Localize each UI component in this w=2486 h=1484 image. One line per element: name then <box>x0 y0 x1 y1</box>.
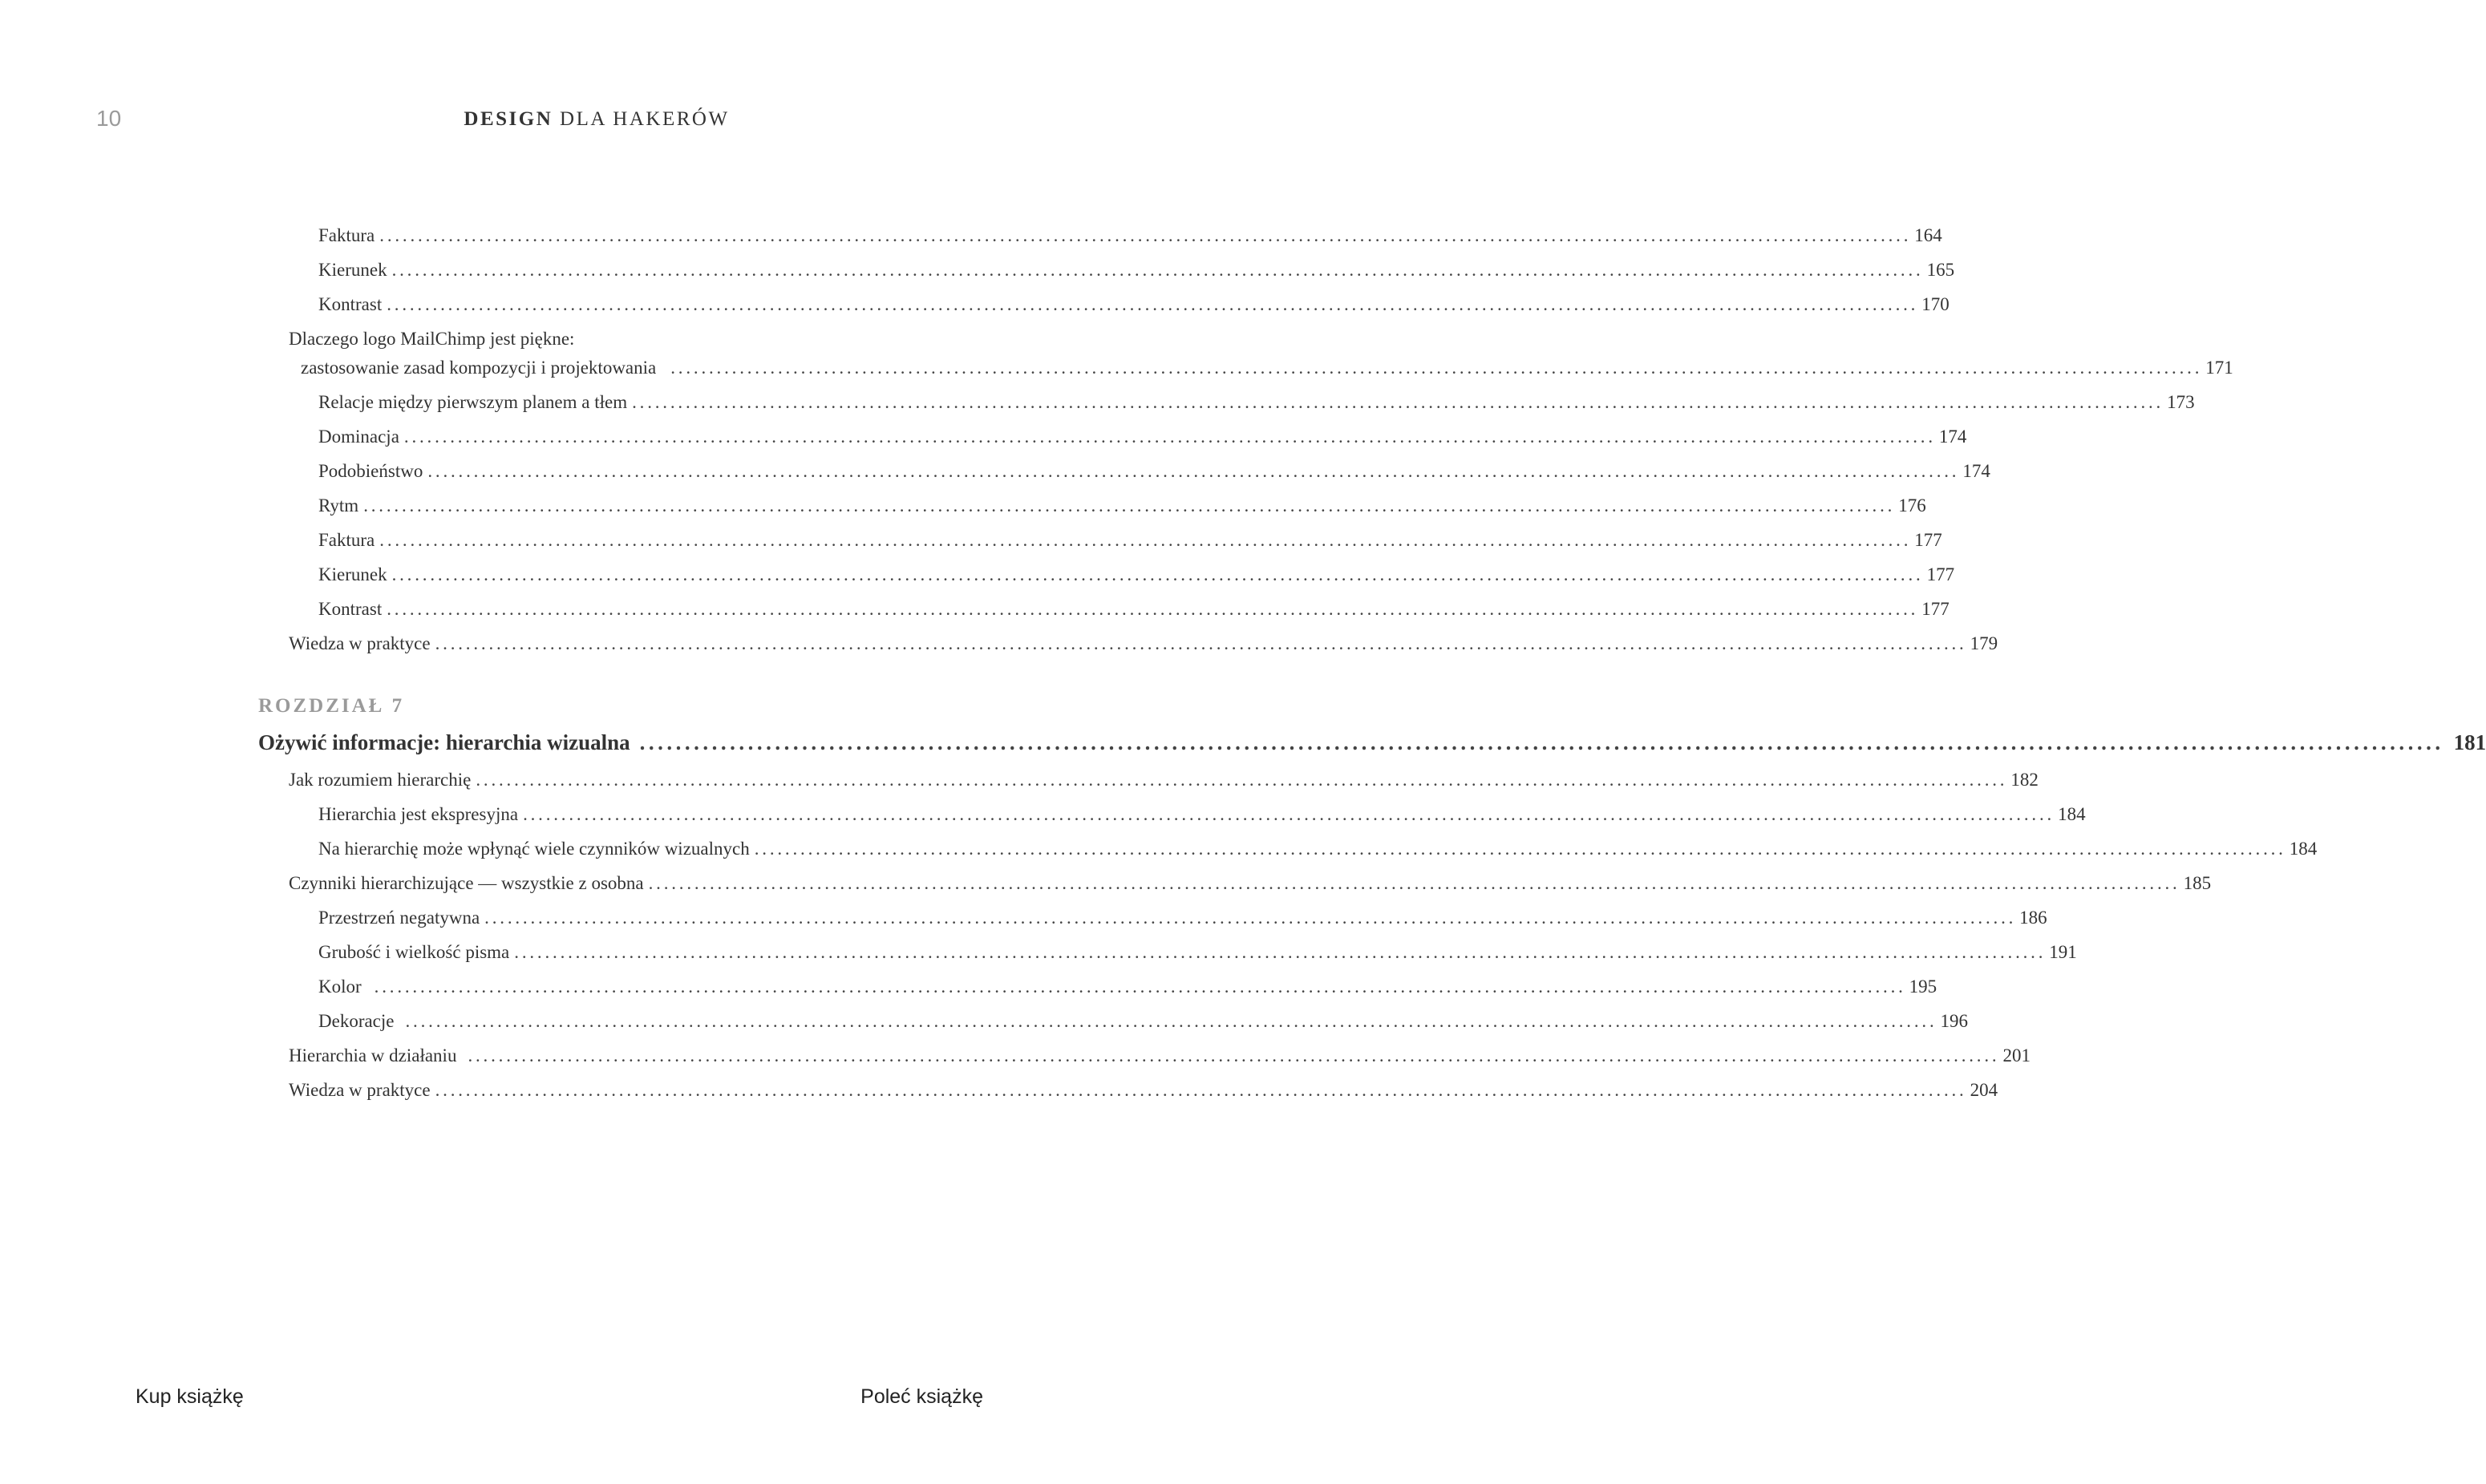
toc-entry[interactable] <box>318 598 1950 621</box>
toc-entry-page: 173 <box>2167 392 2195 412</box>
toc-entry-page: 195 <box>1909 977 1937 997</box>
toc-entry-label: Czynniki hierarchizujące — wszystkie z osobna <box>289 873 644 893</box>
dot-leader: ........................................................................................................................................................................................................ <box>435 633 1967 653</box>
dot-leader: ........................................................................................................................................................................................................ <box>405 1011 1937 1031</box>
toc-entry[interactable] <box>318 293 1950 316</box>
dot-leader: ........................................................................................................................................................................................................ <box>468 1045 2000 1065</box>
page-number: 10 <box>96 106 122 131</box>
toc-entry-page: 174 <box>1938 427 1967 447</box>
dot-leader: ........................................................................................................................................................................................................ <box>363 495 1896 516</box>
toc-entry-page: 165 <box>1926 260 1955 280</box>
toc-entry[interactable] <box>289 1079 1998 1102</box>
dot-leader: ........................................................................................................................................................................................................ <box>379 225 1912 245</box>
dot-leader: ........................................................................................................................................................................................................ <box>379 530 1912 550</box>
toc-entry[interactable] <box>318 426 1967 448</box>
toc-entry[interactable] <box>318 460 1990 483</box>
toc-entry-page: 182 <box>2010 770 2039 790</box>
running-header-bold: DESIGN <box>464 108 553 130</box>
toc-entry-page: 196 <box>1940 1011 1968 1031</box>
toc-entry-label: Kolor <box>318 977 362 997</box>
toc-entry[interactable] <box>318 529 1942 552</box>
dot-leader: ........................................................................................................................................................................................................ <box>387 294 1919 314</box>
toc-entry[interactable] <box>318 495 1926 517</box>
toc-entry-label: Kontrast <box>318 294 383 314</box>
toc-entry-label: Dekoracje <box>318 1011 395 1031</box>
toc-entry-page: 170 <box>1921 294 1950 314</box>
toc-entry[interactable] <box>318 391 2195 414</box>
toc-entry-label: Przestrzeń negatywna <box>318 908 480 928</box>
toc-entry[interactable] <box>318 224 1942 247</box>
toc-entry-label: Faktura <box>318 225 375 245</box>
chapter-title: Ożywić informacje: hierarchia wizualna <box>258 730 630 754</box>
dot-leader: ........................................................................................................................................................................................................ <box>391 260 1924 280</box>
toc-entry[interactable] <box>318 907 2047 929</box>
dot-leader: ........................................................................................................................................................................................................ <box>476 770 2008 790</box>
toc-entry[interactable] <box>289 769 2039 791</box>
toc-entry-page: 176 <box>1898 495 1926 516</box>
toc-entry-label: Podobieństwo <box>318 461 423 481</box>
toc-entry-page: 204 <box>1970 1080 1998 1100</box>
chapter-title-entry[interactable] <box>258 730 2486 755</box>
toc-entry[interactable] <box>318 259 1955 281</box>
toc-entry-page: 177 <box>1914 530 1942 550</box>
toc-entry-page: 185 <box>2183 873 2212 893</box>
running-header <box>0 106 1193 131</box>
toc-entry-page: 179 <box>1970 633 1998 653</box>
toc-entry-label: Relacje między pierwszym planem a tłem <box>318 392 628 412</box>
toc-entry-page: 171 <box>2205 358 2233 378</box>
toc-entry-label: Wiedza w praktyce <box>289 633 431 653</box>
dot-leader: ........................................................................................................................................................................................................ <box>514 942 2047 962</box>
dot-leader: ........................................................................................................................................................................................................ <box>670 358 2203 378</box>
dot-leader: ........................................................................................................................................................................................................ <box>754 839 2286 859</box>
dot-leader: ........................................................................................................................................................................................................ <box>632 392 2164 412</box>
toc-entry-label: zastosowanie zasad kompozycji i projektowania <box>301 358 657 378</box>
running-header-rest: DLA HAKERÓW <box>553 108 730 130</box>
dot-leader: ........................................................................................................................................................................................................ <box>374 977 1906 997</box>
toc-entry[interactable] <box>289 1045 2031 1067</box>
toc-entry[interactable] <box>318 838 2318 860</box>
dot-leader: ........................................................................................................................................................................................................ <box>387 599 1919 619</box>
dot-leader: ........................................................................................................................................................................................................ <box>523 804 2055 824</box>
dot-leader: ........................................................................................................................................................................................................ <box>403 427 1936 447</box>
toc-entry-page: 174 <box>1962 461 1990 481</box>
chapter-page: 181 <box>2453 730 2486 754</box>
toc-entry[interactable] <box>318 564 1955 586</box>
toc-entry-page: 184 <box>2058 804 2086 824</box>
toc-entry-label: Na hierarchię może wpłynąć wiele czynników wizualnych <box>318 839 750 859</box>
toc-entry[interactable] <box>318 976 1937 998</box>
toc-entry-label: Grubość i wielkość pisma <box>318 942 510 962</box>
dot-leader: ........................................................................................................................................................................................................ <box>648 873 2180 893</box>
toc-entry-label: Kontrast <box>318 599 383 619</box>
toc-entry-label: Rytm <box>318 495 359 516</box>
toc-entry-label: Kierunek <box>318 260 387 280</box>
toc-entry-page: 186 <box>2019 908 2047 928</box>
toc-entry-label: Faktura <box>318 530 375 550</box>
toc-entry[interactable] <box>318 941 2077 964</box>
toc-entry-label: Hierarchia jest ekspresyjna <box>318 804 519 824</box>
toc-entry-page: 191 <box>2049 942 2077 962</box>
toc-entry-first-line[interactable]: Dlaczego logo MailChimp jest piękne: <box>289 329 575 349</box>
dot-leader: ........................................................................................................................................................................................................ <box>391 564 1924 584</box>
toc-entry[interactable] <box>318 1010 1968 1033</box>
toc-entry-page: 177 <box>1926 564 1955 584</box>
dot-leader: ........................................................................................................................................................................................................ <box>427 461 1960 481</box>
chapter-label: ROZDZIAŁ 7 <box>258 695 405 717</box>
toc-entry-label: Kierunek <box>318 564 387 584</box>
buy-book-link[interactable]: Kup książkę <box>136 1385 244 1408</box>
toc-entry[interactable] <box>289 633 1998 655</box>
toc-entry[interactable] <box>301 357 2233 379</box>
toc-entry-page: 201 <box>2002 1045 2031 1065</box>
toc-entry-page: 164 <box>1914 225 1942 245</box>
dot-leader: ........................................................................................................................................................................................................ <box>484 908 2017 928</box>
toc-entry-label: Jak rozumiem hierarchię <box>289 770 472 790</box>
toc-entry[interactable] <box>318 803 2086 826</box>
toc-entry-label: Hierarchia w działaniu <box>289 1045 457 1065</box>
recommend-book-link[interactable]: Poleć książkę <box>860 1385 983 1408</box>
toc-entry-label: Wiedza w praktyce <box>289 1080 431 1100</box>
toc-entry-label: Dominacja <box>318 427 399 447</box>
dot-leader: ........................................................................................................................................................................................................ <box>435 1080 1967 1100</box>
dot-leader: ........................................................................................................................................................................................................ <box>639 730 2444 754</box>
toc-entry[interactable] <box>289 872 2212 895</box>
toc-entry-page: 184 <box>2289 839 2318 859</box>
toc-entry-page: 177 <box>1921 599 1950 619</box>
